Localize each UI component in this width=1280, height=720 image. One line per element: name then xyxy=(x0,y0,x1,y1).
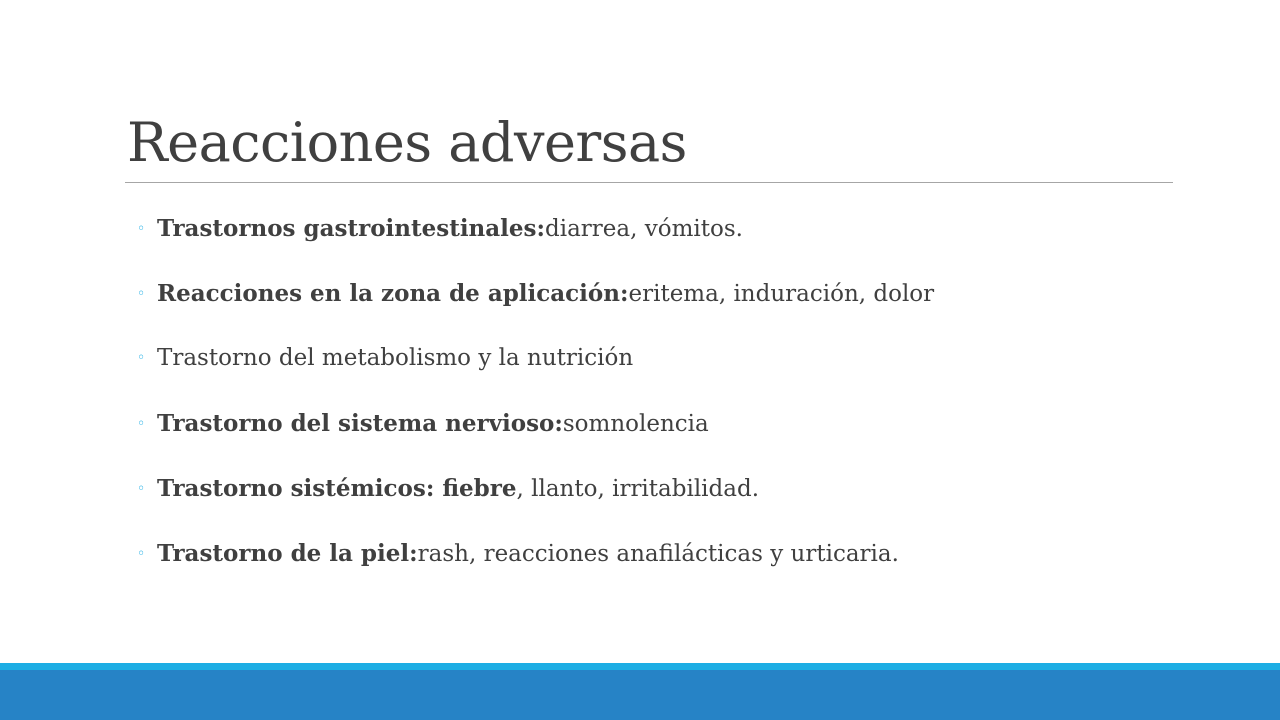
bullet-item-skin xyxy=(137,540,934,605)
slide-title: Reacciones adversas xyxy=(127,111,687,174)
bullet-item-systemic xyxy=(137,475,934,540)
bullet-item-metabolism xyxy=(137,345,934,410)
bullet-text: , llanto, irritabilidad. xyxy=(516,476,760,502)
bullet-heading: Trastorno del sistema nervioso: xyxy=(157,410,563,437)
bullet-circle-icon: ◦ xyxy=(137,286,146,302)
bullet-heading: Trastornos gastrointestinales: xyxy=(157,215,545,242)
footer-accent-band xyxy=(0,663,1280,670)
bullet-text: rash, reacciones anafilácticas y urticaria. xyxy=(417,541,899,567)
bullet-circle-icon: ◦ xyxy=(137,350,146,366)
bullet-text: eritema, induración, dolor xyxy=(628,281,935,307)
bullet-heading: Trastorno de la piel: xyxy=(157,540,418,567)
bullet-item-gastrointestinal xyxy=(137,215,934,280)
bullet-circle-icon: ◦ xyxy=(137,546,146,562)
bullet-text: diarrea, vómitos. xyxy=(545,216,743,242)
bullet-text: Trastorno del metabolismo y la nutrición xyxy=(157,345,634,371)
title-divider xyxy=(125,182,1173,183)
bullet-item-application-site xyxy=(137,280,934,345)
bullet-circle-icon: ◦ xyxy=(137,416,146,432)
bullet-text: somnolencia xyxy=(562,411,709,437)
bullet-list xyxy=(137,215,934,605)
bullet-circle-icon: ◦ xyxy=(137,481,146,497)
bullet-heading: Trastorno sistémicos: fiebre xyxy=(157,475,517,502)
bullet-item-nervous-system xyxy=(137,410,934,475)
footer-band xyxy=(0,670,1280,720)
bullet-heading: Reacciones en la zona de aplicación: xyxy=(157,280,629,307)
bullet-circle-icon: ◦ xyxy=(137,221,146,237)
